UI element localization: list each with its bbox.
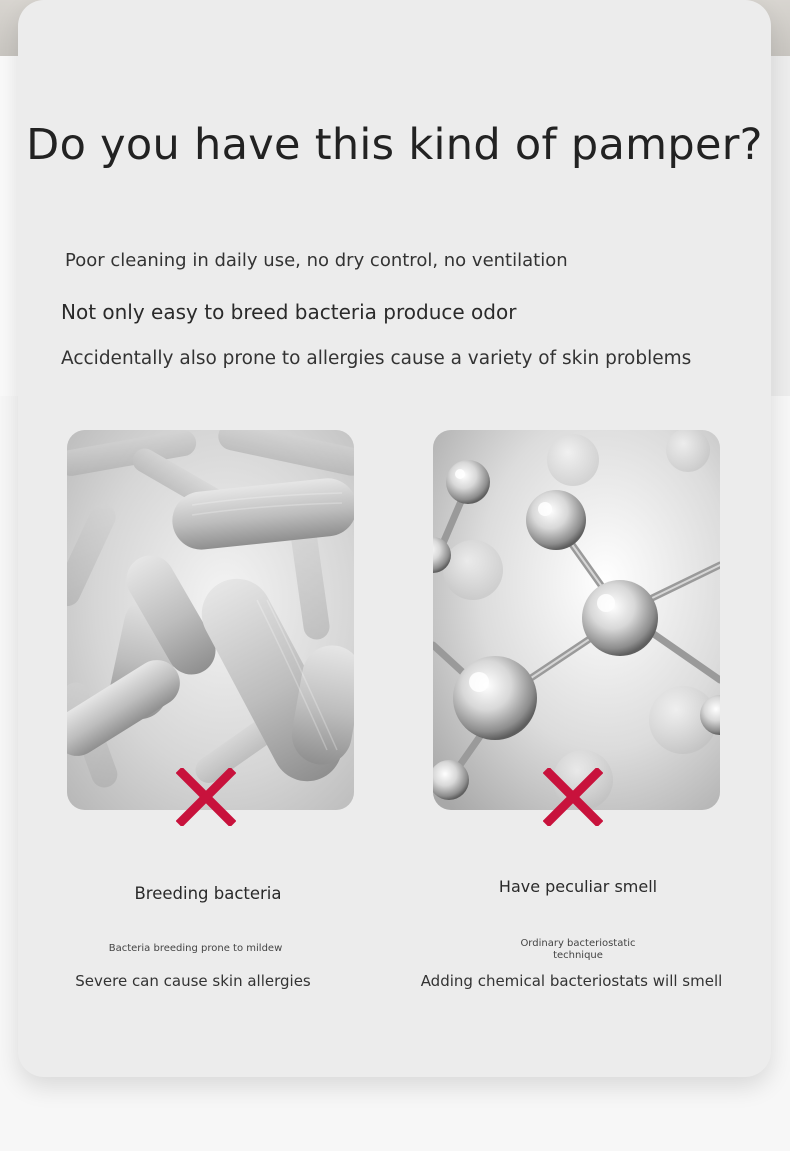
problem-description-bacteria: Severe can cause skin allergies [75,972,311,990]
molecule-photo [433,430,720,810]
page-margin-right [768,56,790,396]
problem-subtext-smell: Ordinary bacteriostatic technique [520,938,636,961]
page-margin-left [0,56,20,396]
red-x-icon [543,768,603,826]
problem-description-smell: Adding chemical bacteriostats will smell [420,972,723,990]
intro-line-1: Poor cleaning in daily use, no dry control, no ventilation [65,250,568,271]
content-card [18,0,771,1077]
red-x-icon [176,768,236,826]
problem-heading-bacteria: Breeding bacteria [134,884,282,903]
page-title: Do you have this kind of pamper? [26,120,763,170]
intro-line-2: Not only easy to breed bacteria produce odor [61,300,517,324]
bacteria-photo [67,430,354,810]
intro-line-3: Accidentally also prone to allergies cause a variety of skin problems [61,348,692,369]
problem-heading-smell: Have peculiar smell [498,877,658,896]
problem-subtext-bacteria: Bacteria breeding prone to mildew [108,943,283,954]
